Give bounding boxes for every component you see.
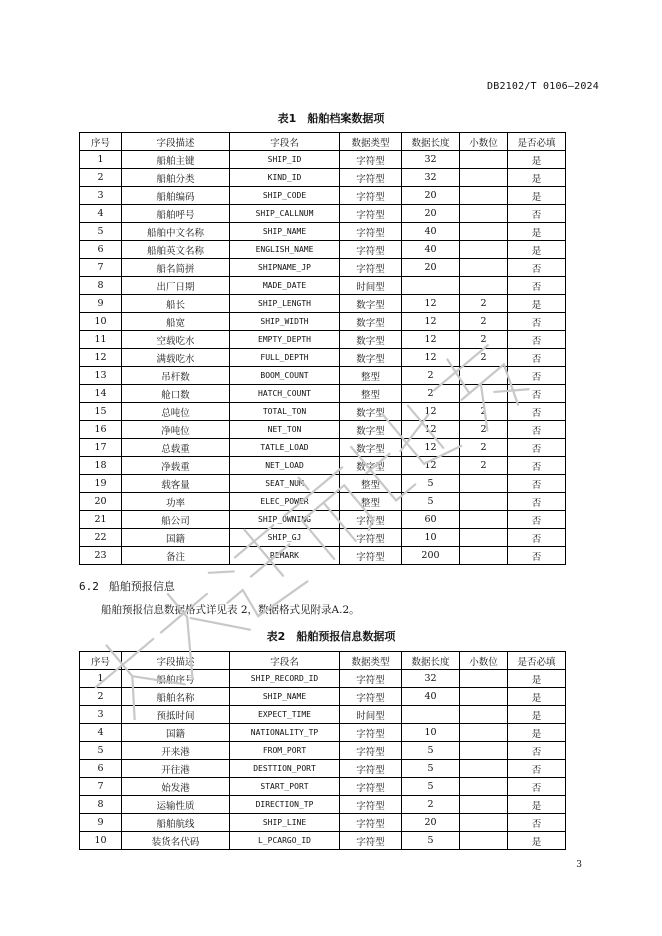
table-cell: 否 [508,529,566,547]
table-cell: 字符型 [340,760,402,778]
table-cell: 9 [80,295,122,313]
table-cell [460,223,508,241]
table-cell: 字符型 [340,814,402,832]
section-number: 6.2 [79,580,99,593]
table-cell: 整型 [340,367,402,385]
table-cell: 净载重 [122,457,230,475]
table-cell: 5 [402,760,460,778]
table-cell: 20 [402,187,460,205]
table-cell: 字符型 [340,529,402,547]
table-cell: 5 [80,223,122,241]
table-cell: 4 [80,724,122,742]
table-cell: 出厂日期 [122,277,230,295]
table-cell: 12 [402,331,460,349]
table-cell: 字符型 [340,187,402,205]
table-cell: 数字型 [340,457,402,475]
table-cell: 40 [402,241,460,259]
table-cell: 国籍 [122,529,230,547]
table-cell: 功率 [122,493,230,511]
table-cell: SHIP_NAME [230,688,340,706]
table-cell: 满载吃水 [122,349,230,367]
table-row [80,493,566,511]
table-row [80,706,566,724]
table-row [80,349,566,367]
table-row [80,475,566,493]
table-cell: 空载吃水 [122,331,230,349]
table-cell: 2 [460,331,508,349]
column-header: 字段描述 [122,133,230,151]
table-cell: 是 [508,832,566,850]
table-row [80,832,566,850]
table-cell [460,688,508,706]
table-row [80,403,566,421]
table-cell: NET_TON [230,421,340,439]
table-cell: 国籍 [122,724,230,742]
table-cell: 否 [508,511,566,529]
table-cell: 否 [508,403,566,421]
table-cell [460,241,508,259]
table-row [80,313,566,331]
column-header: 小数位 [460,133,508,151]
table-row [80,205,566,223]
table-row [80,277,566,295]
table-cell: 字符型 [340,724,402,742]
table-cell: 12 [402,313,460,331]
table-cell: 数字型 [340,313,402,331]
table-cell: 3 [80,706,122,724]
table-cell: 2 [460,403,508,421]
table-cell: 是 [508,169,566,187]
table-cell: 32 [402,670,460,688]
table-cell: 船舶航线 [122,814,230,832]
column-header: 字段名 [230,652,340,670]
table-cell: 5 [402,475,460,493]
table-cell: 时间型 [340,706,402,724]
table-cell: 字符型 [340,223,402,241]
table-cell: FROM_PORT [230,742,340,760]
table-cell [460,277,508,295]
table-cell: 13 [80,367,122,385]
table-cell: 20 [402,814,460,832]
table-cell: 是 [508,670,566,688]
table-cell: 船宽 [122,313,230,331]
table-cell: 1 [80,151,122,169]
table-cell: 40 [402,223,460,241]
table-row [80,331,566,349]
table-cell: 否 [508,421,566,439]
table-cell [460,367,508,385]
table-cell: FULL_DEPTH [230,349,340,367]
table-cell: 14 [80,385,122,403]
column-header: 数据类型 [340,133,402,151]
table-cell: 字符型 [340,169,402,187]
table-cell: 字符型 [340,259,402,277]
table-cell: REMARK [230,547,340,565]
table-cell: 字符型 [340,688,402,706]
table-cell [460,742,508,760]
table-cell: 7 [80,259,122,277]
table-cell: 否 [508,385,566,403]
table-cell: 200 [402,547,460,565]
ship-archive-table [79,132,566,565]
table-cell: 10 [80,313,122,331]
section-heading [79,578,175,594]
table-cell: 15 [80,403,122,421]
table-cell: 字符型 [340,547,402,565]
table-cell: 字符型 [340,151,402,169]
table-cell: 字符型 [340,742,402,760]
table-cell: 5 [402,832,460,850]
table-cell [460,205,508,223]
table-cell: SHIP_ID [230,151,340,169]
table-cell: 12 [402,457,460,475]
table-cell: 10 [402,529,460,547]
table-cell: 是 [508,241,566,259]
table-cell: 开往港 [122,760,230,778]
table-cell [460,187,508,205]
table-cell: 数字型 [340,439,402,457]
table-cell: 否 [508,367,566,385]
table-cell: 20 [80,493,122,511]
table-cell: 船舶主键 [122,151,230,169]
table-cell: 22 [80,529,122,547]
table-cell [402,277,460,295]
table-cell: 17 [80,439,122,457]
table-cell: START_PORT [230,778,340,796]
table-row [80,688,566,706]
table-cell: 2 [460,349,508,367]
column-header: 序号 [80,652,122,670]
table-cell: NET_LOAD [230,457,340,475]
table-row [80,670,566,688]
table-cell: 否 [508,331,566,349]
table-cell [460,670,508,688]
table-cell: 10 [80,832,122,850]
table-cell: 船舶名称 [122,688,230,706]
table-cell: 6 [80,241,122,259]
table-cell: SHIP_CALLNUM [230,205,340,223]
table-cell: 5 [80,742,122,760]
table-cell: 否 [508,778,566,796]
table-cell: EMPTY_DEPTH [230,331,340,349]
ship-forecast-table [79,651,566,850]
table-cell: 船舶中文名称 [122,223,230,241]
table-cell [460,814,508,832]
table-cell: L_PCARGO_ID [230,832,340,850]
table-cell: SHIP_OWNING [230,511,340,529]
table-row [80,457,566,475]
table-row [80,241,566,259]
table-cell: MADE_DATE [230,277,340,295]
table-cell: 否 [508,814,566,832]
table-row [80,259,566,277]
table-cell [460,529,508,547]
table-cell: 字符型 [340,241,402,259]
table-cell: 数字型 [340,349,402,367]
table-cell: 2 [460,295,508,313]
table-cell: 12 [402,349,460,367]
table-cell: 20 [402,205,460,223]
table-cell: 40 [402,688,460,706]
table-row [80,547,566,565]
table-cell: 是 [508,187,566,205]
table-cell: KIND_ID [230,169,340,187]
table-cell [460,475,508,493]
table-cell: 开来港 [122,742,230,760]
table-cell: 19 [80,475,122,493]
column-header: 字段描述 [122,652,230,670]
table-cell: 字符型 [340,832,402,850]
table-cell: 5 [402,493,460,511]
table-cell [460,169,508,187]
table-cell: 是 [508,706,566,724]
table-cell [460,151,508,169]
table-cell: 否 [508,205,566,223]
table-cell: 吊杆数 [122,367,230,385]
table-cell: 2 [460,439,508,457]
table-cell: 5 [402,742,460,760]
table-cell: 是 [508,223,566,241]
section-title: 船舶预报信息 [108,580,175,593]
table-cell [402,706,460,724]
table2-caption: 表2 船舶预报信息数据项 [266,630,396,643]
column-header: 数据长度 [402,652,460,670]
table-cell [460,259,508,277]
table-cell: 2 [460,421,508,439]
table-cell: 总吨位 [122,403,230,421]
table-cell: TOTAL_TON [230,403,340,421]
table-cell: 船舶英文名称 [122,241,230,259]
table-cell: 否 [508,349,566,367]
table-cell: TATLE_LOAD [230,439,340,457]
table-cell: 装货名代码 [122,832,230,850]
table-row [80,778,566,796]
table-cell: 数字型 [340,403,402,421]
body-paragraph: 船舶预报信息数据格式详见表 2，数据格式见附录A.2。 [101,604,360,616]
table-cell: 7 [80,778,122,796]
table-cell: 净吨位 [122,421,230,439]
page-number: 3 [576,860,582,870]
table-cell: 否 [508,259,566,277]
table-cell: 时间型 [340,277,402,295]
table-cell: 20 [402,259,460,277]
table-cell: DESTTION_PORT [230,760,340,778]
table-row [80,529,566,547]
table-row [80,295,566,313]
table-row [80,223,566,241]
table-cell: SHIP_CODE [230,187,340,205]
column-header: 序号 [80,133,122,151]
table-cell: SHIP_RECORD_ID [230,670,340,688]
table-cell [460,706,508,724]
table-cell: 数字型 [340,331,402,349]
table-cell: 总载重 [122,439,230,457]
table-row [80,151,566,169]
table-cell: 船公司 [122,511,230,529]
table-cell: 9 [80,814,122,832]
table-cell: 是 [508,688,566,706]
table-cell [460,511,508,529]
table-cell: 21 [80,511,122,529]
table-cell: 船舶编码 [122,187,230,205]
table-cell: 否 [508,475,566,493]
table-cell: 3 [80,187,122,205]
table-cell: ELEC_POWER [230,493,340,511]
table-cell: 2 [460,313,508,331]
column-header: 数据长度 [402,133,460,151]
table-cell: 32 [402,151,460,169]
table-cell: 是 [508,295,566,313]
table-cell: 否 [508,547,566,565]
table-cell: 12 [402,439,460,457]
table-row [80,367,566,385]
table-cell: 字符型 [340,778,402,796]
table-cell: 2 [80,688,122,706]
table-cell: 字符型 [340,205,402,223]
table-cell: 始发港 [122,778,230,796]
table-cell: 船舶呼号 [122,205,230,223]
table-cell: 船名简拼 [122,259,230,277]
column-header: 数据类型 [340,652,402,670]
table-cell: 否 [508,313,566,331]
table-cell: 60 [402,511,460,529]
table-cell [460,796,508,814]
table-cell: 字符型 [340,670,402,688]
table1-caption: 表1 船舶档案数据项 [277,112,385,125]
table-cell: 数字型 [340,295,402,313]
table-cell: HATCH_COUNT [230,385,340,403]
table-cell: 整型 [340,475,402,493]
table-cell: ENGLISH_NAME [230,241,340,259]
table-row [80,742,566,760]
table-cell: 运输性质 [122,796,230,814]
table-cell [460,724,508,742]
table-cell: DIRECTION_TP [230,796,340,814]
table-cell [460,760,508,778]
table-row [80,724,566,742]
table-cell: 12 [402,295,460,313]
table-cell: 2 [402,385,460,403]
table-cell: 否 [508,277,566,295]
table-cell: 12 [402,403,460,421]
table-cell: 4 [80,205,122,223]
table-cell: SHIP_GJ [230,529,340,547]
table-cell: 否 [508,457,566,475]
table-cell: 整型 [340,493,402,511]
table-cell: 5 [402,778,460,796]
table-cell: 舱口数 [122,385,230,403]
table-cell: BOOM_COUNT [230,367,340,385]
table-cell: SHIP_LINE [230,814,340,832]
column-header: 是否必填 [508,652,566,670]
table-cell: 12 [402,421,460,439]
document-code: DB2102/T 0106—2024 [487,81,599,92]
table-cell: 2 [402,367,460,385]
table-cell: 备注 [122,547,230,565]
table-cell: 数字型 [340,421,402,439]
table-cell: 6 [80,760,122,778]
table-cell: 11 [80,331,122,349]
table-cell: 是 [508,151,566,169]
table-row [80,511,566,529]
table-cell: 是 [508,796,566,814]
column-header: 字段名 [230,133,340,151]
table-cell: SHIP_LENGTH [230,295,340,313]
table-row [80,439,566,457]
table-row [80,421,566,439]
table-cell [460,778,508,796]
table-row [80,169,566,187]
table-cell: 船长 [122,295,230,313]
table-cell: 载客量 [122,475,230,493]
table-cell: 否 [508,760,566,778]
table-cell: 8 [80,796,122,814]
table-row [80,814,566,832]
table-cell: 整型 [340,385,402,403]
table-cell: 8 [80,277,122,295]
table-cell: 是 [508,724,566,742]
table-cell: 2 [460,457,508,475]
table-cell [460,493,508,511]
table-cell: 字符型 [340,796,402,814]
column-header: 是否必填 [508,133,566,151]
table-cell: SEAT_NUM [230,475,340,493]
table-row [80,796,566,814]
table-cell: 否 [508,742,566,760]
table-row [80,187,566,205]
table-cell: 12 [80,349,122,367]
table-cell: 字符型 [340,511,402,529]
table-cell: NATIONALITY_TP [230,724,340,742]
table-cell: 2 [80,169,122,187]
table-cell: 船舶分类 [122,169,230,187]
table-cell: EXPECT_TIME [230,706,340,724]
table-cell: 16 [80,421,122,439]
table-cell: 船舶序号 [122,670,230,688]
table-cell: 1 [80,670,122,688]
table-cell: SHIP_WIDTH [230,313,340,331]
table-row [80,385,566,403]
table-cell: 23 [80,547,122,565]
table-cell: 18 [80,457,122,475]
table-cell: 10 [402,724,460,742]
table-cell: 否 [508,493,566,511]
table-cell: 预抵时间 [122,706,230,724]
column-header: 小数位 [460,652,508,670]
table-cell: 否 [508,439,566,457]
table-row [80,760,566,778]
table-cell: SHIPNAME_JP [230,259,340,277]
table-cell: 32 [402,169,460,187]
table-cell [460,547,508,565]
table-cell [460,385,508,403]
table-cell [460,832,508,850]
table-cell: 2 [402,796,460,814]
table-cell: SHIP_NAME [230,223,340,241]
